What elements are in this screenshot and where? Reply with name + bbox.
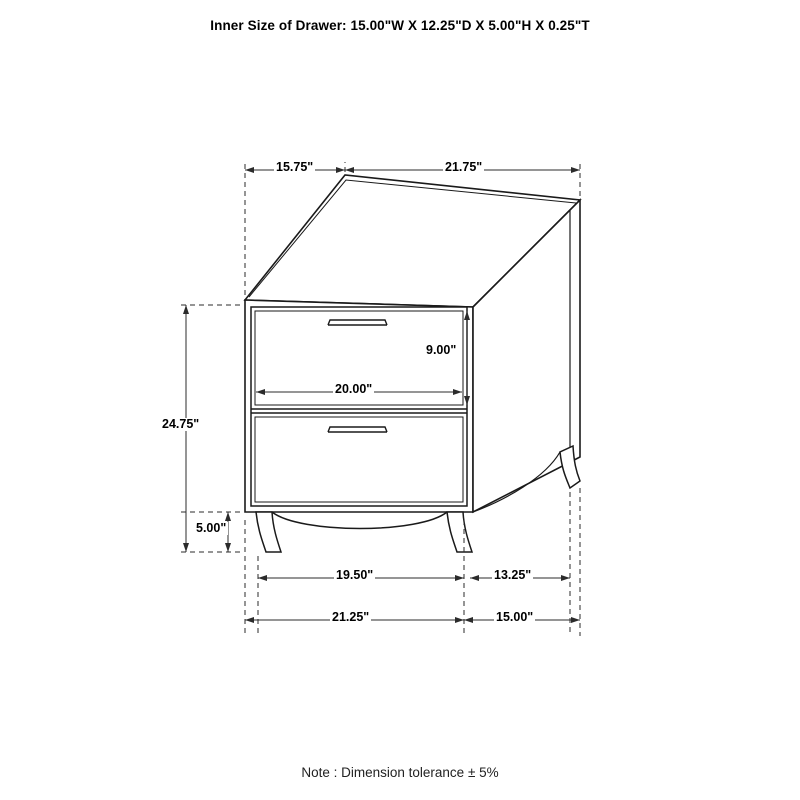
dim-label-top-left: 15.75" [276, 160, 314, 174]
dim-label-side-inner-depth: 13.25" [494, 568, 532, 582]
dim-label-front-inner-width: 19.50" [336, 568, 374, 582]
dim-label-drawer-width: 20.00" [335, 382, 373, 396]
tolerance-note: Note : Dimension tolerance ± 5% [301, 765, 499, 780]
dim-label-drawer-height: 9.00" [426, 343, 457, 357]
dim-label-overall-height: 24.75" [162, 417, 200, 431]
dim-label-front-overall-width: 21.25" [332, 610, 370, 624]
dim-label-top-right: 21.75" [445, 160, 483, 174]
dim-label-leg-height: 5.00" [196, 521, 227, 535]
page-title: Inner Size of Drawer: 15.00"W X 12.25"D X 5.00"H X 0.25"T [210, 18, 590, 33]
dim-label-side-overall-depth: 15.00" [496, 610, 534, 624]
